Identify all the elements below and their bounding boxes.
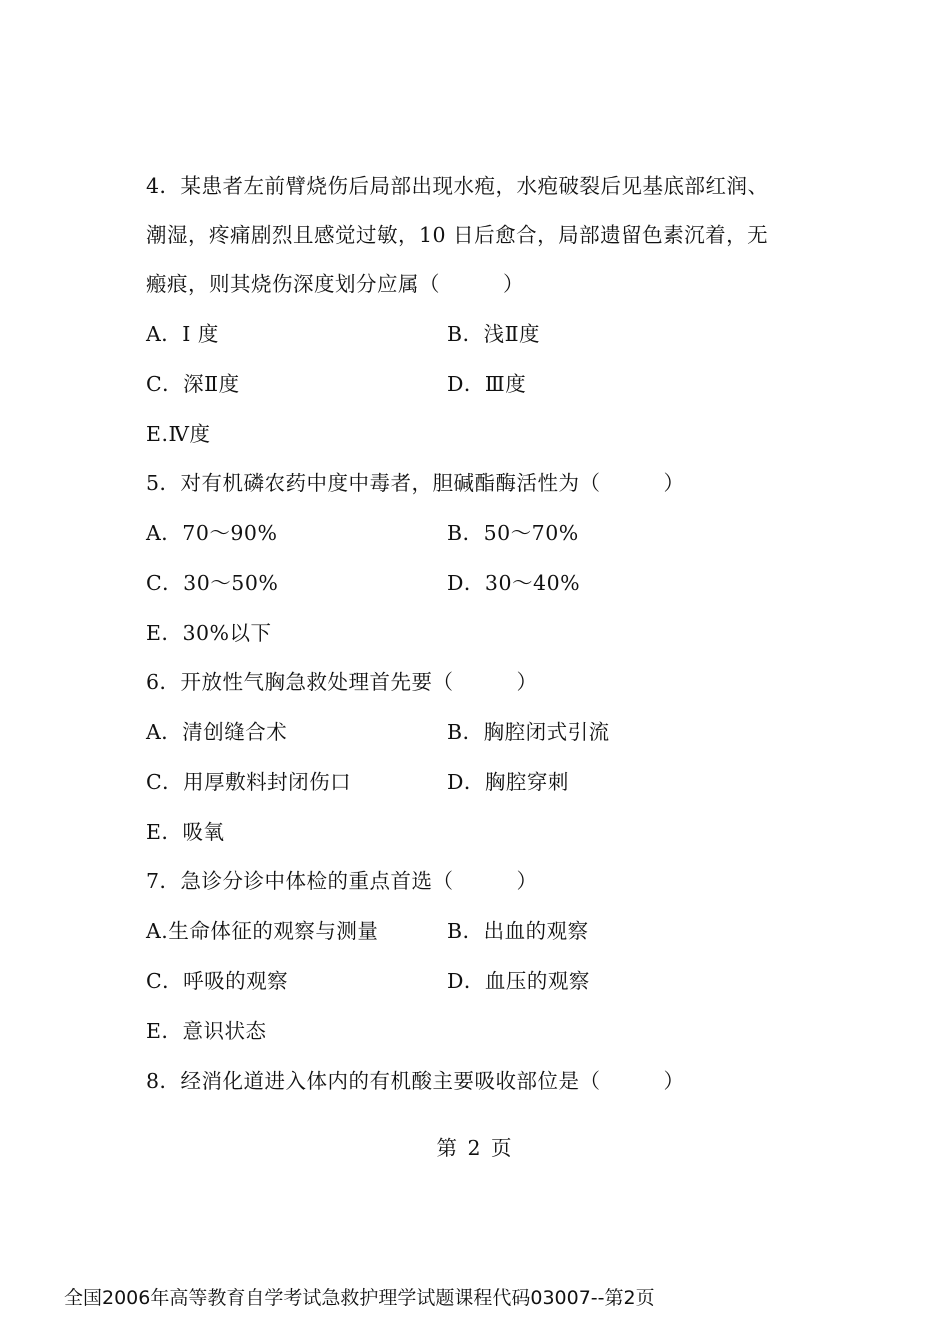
question-5-option-b: B．50～70% bbox=[447, 521, 579, 545]
question-4-option-d: D．Ⅲ度 bbox=[447, 372, 527, 396]
question-6-line-1: 6．开放性气胸急救处理首先要（ ） bbox=[146, 670, 538, 694]
question-7-option-b: B．出血的观察 bbox=[447, 919, 589, 943]
question-5-option-e: E．30%以下 bbox=[146, 621, 272, 645]
question-6-option-d: D．胸腔穿刺 bbox=[447, 770, 569, 794]
question-4-line-2: 潮湿，疼痛剧烈且感觉过敏，10 日后愈合，局部遗留色素沉着，无 bbox=[146, 223, 769, 247]
question-7-line-1: 7．急诊分诊中体检的重点首选（ ） bbox=[146, 869, 538, 893]
page-number: 第 2 页 bbox=[436, 1136, 514, 1160]
question-6-option-a: A．清创缝合术 bbox=[146, 720, 288, 744]
question-8-line-1: 8．经消化道进入体内的有机酸主要吸收部位是（ ） bbox=[146, 1069, 685, 1093]
question-7-option-a: A.生命体征的观察与测量 bbox=[146, 919, 379, 943]
question-7-option-d: D．血压的观察 bbox=[447, 969, 590, 993]
question-7-option-c: C．呼吸的观察 bbox=[146, 969, 289, 993]
question-5-option-a: A．70～90% bbox=[146, 521, 278, 545]
question-6-option-c: C．用厚敷料封闭伤口 bbox=[146, 770, 352, 794]
footer-caption: 全国2006年高等教育自学考试急救护理学试题课程代码03007--第2页 bbox=[64, 1287, 655, 1309]
question-4-option-a: A．I 度 bbox=[146, 322, 219, 346]
question-6-option-b: B．胸腔闭式引流 bbox=[447, 720, 610, 744]
question-6-option-e: E．吸氧 bbox=[146, 820, 225, 844]
question-4-line-3: 瘢痕，则其烧伤深度划分应属（ ） bbox=[146, 272, 524, 296]
question-7-option-e: E．意识状态 bbox=[146, 1019, 267, 1043]
question-4-option-c: C．深Ⅱ度 bbox=[146, 372, 240, 396]
question-4-option-b: B．浅Ⅱ度 bbox=[447, 322, 540, 346]
question-5-line-1: 5．对有机磷农药中度中毒者，胆碱酯酶活性为（ ） bbox=[146, 471, 685, 495]
question-4-line-1: 4．某患者左前臂烧伤后局部出现水疱，水疱破裂后见基底部红润、 bbox=[146, 174, 769, 198]
question-5-option-c: C．30～50% bbox=[146, 571, 279, 595]
question-4-option-e: E.Ⅳ度 bbox=[146, 422, 211, 446]
question-5-option-d: D．30～40% bbox=[447, 571, 581, 595]
